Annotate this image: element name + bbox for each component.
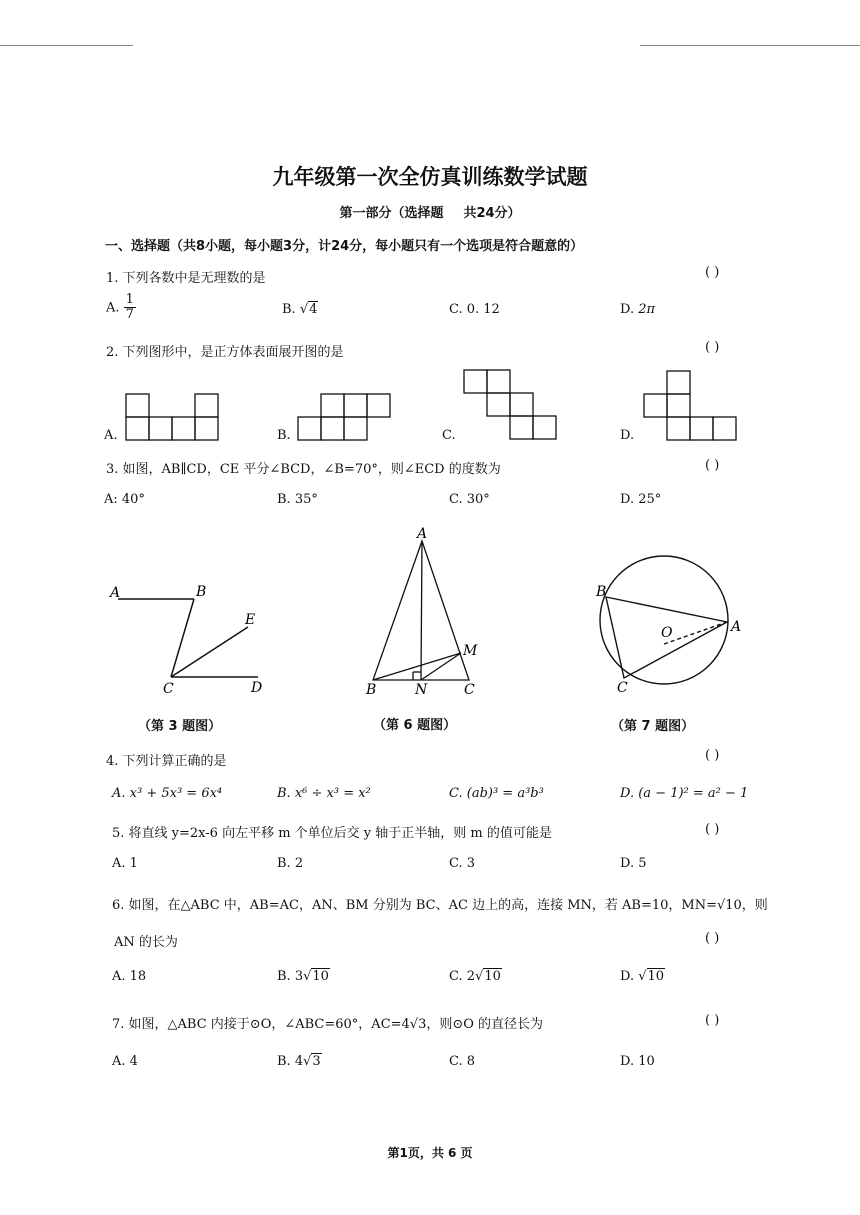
option-label: B. 4 (277, 1054, 304, 1069)
question-5-answer-box: ( ) (705, 822, 720, 837)
question-3-option-d: D. 25° (620, 492, 662, 507)
question-6-option-a: A. 18 (112, 969, 147, 984)
fig6-label-m: M (463, 643, 478, 659)
question-6-option-c: C. 2√10 (449, 969, 501, 984)
part-points: 共24分） (463, 206, 521, 221)
fig6-label-b: B (366, 682, 377, 698)
denominator: 7 (125, 307, 134, 323)
figure-7-caption: （第 7 题图） (611, 719, 695, 734)
figure-3-caption: （第 3 题图） (138, 719, 222, 734)
fig6-label-a: A (417, 526, 428, 542)
fig3-label-b: B (196, 584, 207, 600)
question-2-option-a: A. (104, 428, 118, 443)
question-5-option-a: A. 1 (112, 856, 138, 871)
fig6-label-c: C (464, 682, 475, 698)
fig7-label-o: O (661, 625, 673, 641)
question-2-stem: 2. 下列图形中，是正方体表面展开图的是 (106, 345, 344, 360)
page-title: 九年级第一次全仿真训练数学试题 (272, 165, 588, 189)
option-label: C. 2 (449, 969, 476, 984)
question-3-option-a: A: 40° (104, 492, 145, 507)
question-2-answer-box: ( ) (705, 340, 720, 355)
question-1-option-c: C. 0. 12 (449, 302, 500, 317)
option-label: D. (620, 302, 635, 317)
question-5-option-c: C. 3 (449, 856, 476, 871)
question-6-answer-box: ( ) (705, 931, 720, 946)
fig3-label-a: A (110, 585, 121, 601)
question-3-option-c: C. 30° (449, 492, 490, 507)
radicand: 10 (647, 969, 665, 984)
question-7-option-d: D. 10 (620, 1054, 655, 1069)
fig7-label-c: C (617, 680, 628, 696)
question-1-answer-box: ( ) (705, 265, 720, 280)
question-2-option-c: C. (442, 428, 456, 443)
question-7-option-c: C. 8 (449, 1054, 476, 1069)
radicand: 10 (312, 969, 329, 984)
option-label: B. 3 (277, 969, 304, 984)
question-5-option-b: B. 2 (277, 856, 304, 871)
question-4-option-d: D. (a − 1)² = a² − 1 (620, 786, 749, 801)
question-6-stem: 6. 如图，在△ABC 中，AB=AC，AN、BM 分别为 BC、AC 边上的高，连接 MN，若 AB=10，MN=√10，则 (112, 898, 768, 913)
fig6-label-n: N (415, 682, 428, 698)
question-4-option-a: A. x³ + 5x³ = 6x⁴ (112, 786, 223, 801)
question-3-answer-box: ( ) (705, 458, 720, 473)
question-4-stem: 4. 下列计算正确的是 (106, 754, 227, 769)
question-7-answer-box: ( ) (705, 1013, 720, 1028)
question-6-option-d: D. √10 (620, 969, 665, 984)
figure-6-caption: （第 6 题图） (373, 718, 457, 733)
question-2-option-d: D. (620, 428, 635, 443)
part-label: 第一部分（选择题 (339, 206, 444, 221)
question-5-option-d: D. 5 (620, 856, 647, 871)
question-4-option-c: C. (ab)³ = a³b³ (449, 786, 544, 801)
radicand: 4 (309, 302, 318, 317)
fig3-label-c: C (163, 681, 174, 697)
question-3-stem: 3. 如图，AB∥CD，CE 平分∠BCD，∠B=70°，则∠ECD 的度数为 (106, 462, 501, 477)
fig3-label-e: E (245, 612, 256, 628)
question-4-option-b: B. x⁶ ÷ x³ = x² (277, 786, 371, 801)
fig7-label-b: B (596, 584, 607, 600)
question-2-option-b: B. (277, 428, 291, 443)
section-heading: 一、选择题（共8小题，每小题3分，计24分，每小题只有一个选项是符合题意的） (105, 239, 584, 254)
radicand: 3 (312, 1054, 321, 1069)
numerator: 1 (125, 292, 134, 307)
question-7-stem: 7. 如图，△ABC 内接于⊙O，∠ABC=60°，AC=4√3，则⊙O 的直径长为 (112, 1017, 544, 1032)
option-label: D. (620, 969, 635, 984)
question-3-option-b: B. 35° (277, 492, 318, 507)
fig3-label-d: D (251, 680, 263, 696)
question-7-option-b: B. 4√3 (277, 1054, 321, 1069)
option-label: B. (282, 302, 296, 317)
question-1-stem: 1. 下列各数中是无理数的是 (106, 271, 266, 286)
page-footer: 第1页，共 6 页 (387, 1146, 473, 1160)
radicand: 10 (484, 969, 501, 984)
option-value: 2π (638, 302, 656, 317)
question-6-stem-continued: AN 的长为 (114, 935, 178, 950)
option-label: A. (106, 300, 120, 316)
fig7-label-a: A (731, 619, 742, 635)
question-7-option-a: A. 4 (112, 1054, 138, 1069)
question-1-option-b: B. √4 (282, 302, 318, 317)
question-5-stem: 5. 将直线 y=2x-6 向左平移 m 个单位后交 y 轴于正半轴，则 m 的值可能是 (112, 826, 552, 841)
question-4-answer-box: ( ) (705, 748, 720, 763)
question-6-option-b: B. 3√10 (277, 969, 329, 984)
